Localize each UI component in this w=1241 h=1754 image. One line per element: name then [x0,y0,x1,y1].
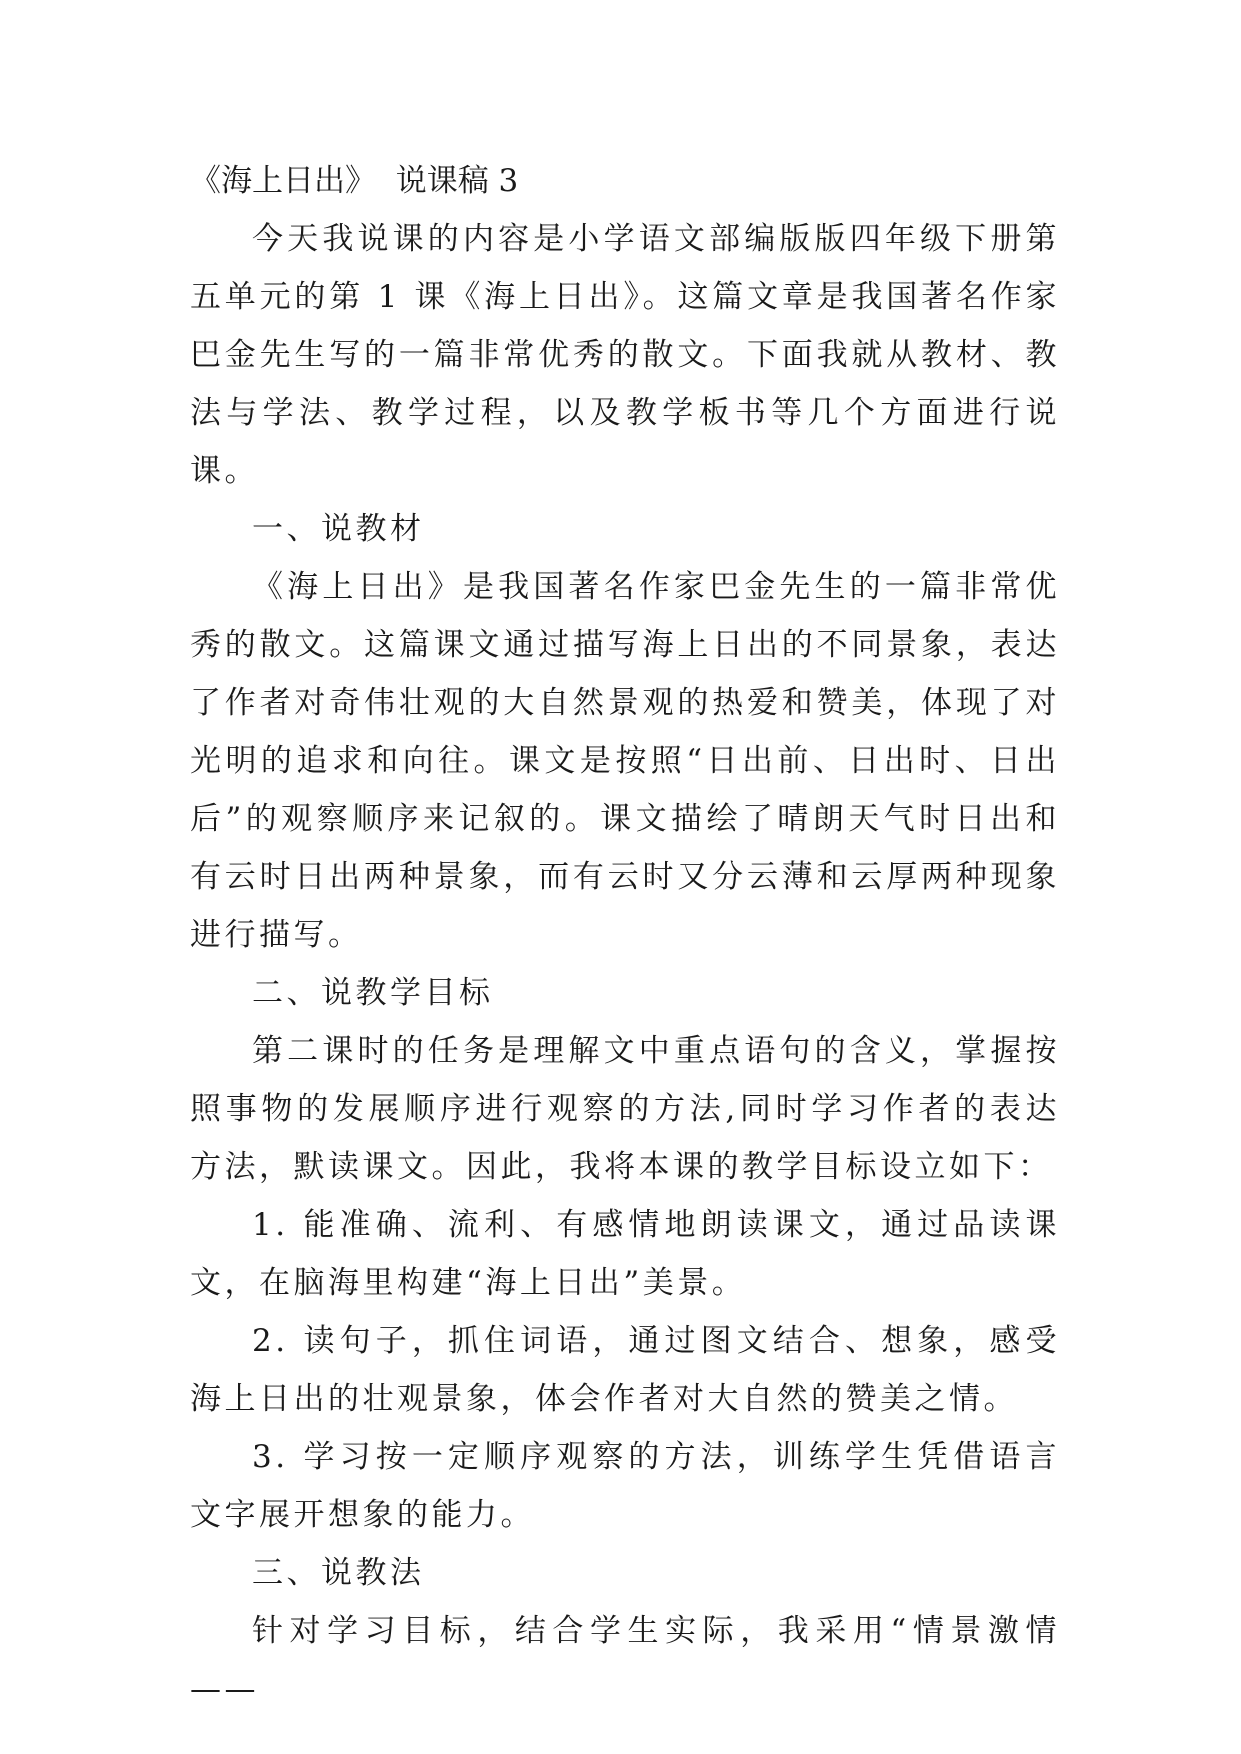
intro-paragraph: 今天我说课的内容是小学语文部编版版四年级下册第五单元的第 1 课《海上日出》。这篇文章是我国著名作家巴金先生写的一篇非常优秀的散文。下面我就从教材、教法与学法、教学过程，以及教学板书等几个方面进行说课。 [190,221,1060,489]
section-heading-teaching-method: 三、说教法 [252,1555,425,1591]
document-body [190,152,1060,1718]
goal-item-1: 1. 能准确、流利、有感情地朗读课文，通过品读课文，在脑海里构建“海上日出”美景。 [190,1207,1060,1301]
teaching-method-paragraph: 针对学习目标，结合学生实际，我采用“情景激情—— [190,1613,1060,1707]
section-heading-teaching-goals: 二、说教学目标 [252,975,494,1011]
goal-item-3: 3. 学习按一定顺序观察的方法，训练学生凭借语言文字展开想象的能力。 [190,1439,1060,1533]
goal-item-2: 2. 读句子，抓住词语，通过图文结合、想象，感受海上日出的壮观景象，体会作者对大自然的赞美之情。 [190,1323,1060,1417]
teaching-goals-paragraph: 第二课时的任务是理解文中重点语句的含义，掌握按照事物的发展顺序进行观察的方法,同时学习作者的表达方法，默读课文。因此，我将本课的教学目标设立如下： [190,1033,1060,1185]
section-heading-teaching-material: 一、说教材 [252,511,425,547]
teaching-material-paragraph: 《海上日出》是我国著名作家巴金先生的一篇非常优秀的散文。这篇课文通过描写海上日出的不同景象，表达了作者对奇伟壮观的大自然景观的热爱和赞美，体现了对光明的追求和向往。课文是按照“日出前、日出时、日出后”的观察顺序来记叙的。课文描绘了晴朗天气时日出和有云时日出两种景象，而有云时又分云薄和云厚两种现象进行描写。 [190,569,1060,953]
document-title: 《海上日出》 说课稿 3 [190,163,519,199]
